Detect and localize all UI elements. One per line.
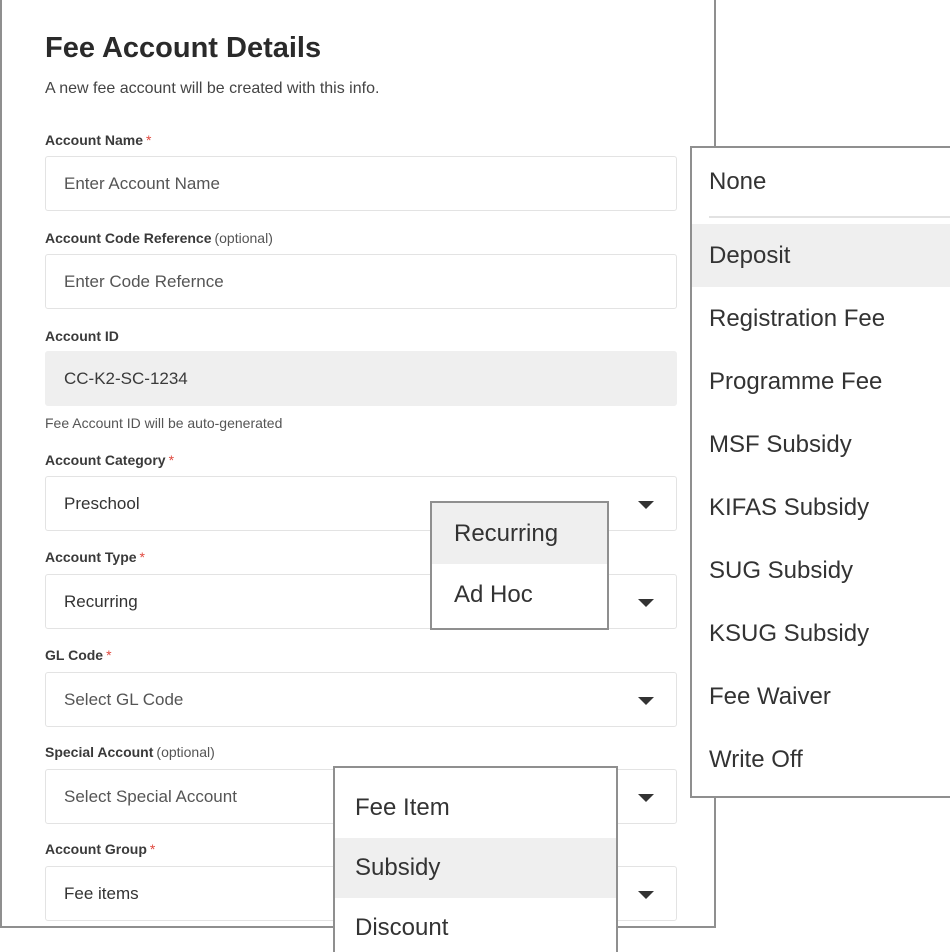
dropdown-option-subsidy[interactable]: Subsidy [335,838,616,898]
chevron-down-icon [638,697,654,705]
chevron-down-icon [638,599,654,607]
special-account-label-text: Special Account [45,744,154,760]
account-group-label [45,841,155,857]
page-subtitle: A new fee account will be created with this info. [45,80,380,97]
dropdown-option-ksug-subsidy[interactable]: KSUG Subsidy [709,620,870,647]
required-mark: * [168,452,175,468]
optional-tag: (optional) [156,744,215,760]
dropdown-option-fee-waiver[interactable]: Fee Waiver [709,683,831,710]
gl-code-select[interactable] [45,672,677,727]
dropdown-option-deposit[interactable]: Deposit [692,224,950,287]
dropdown-option-none[interactable]: None [709,168,767,195]
account-category-label [45,452,174,468]
optional-tag: (optional) [214,230,273,246]
gl-code-label [45,647,112,663]
special-account-placeholder: Select Special Account [64,787,237,806]
special-account-label [45,744,215,760]
gl-code-label-text: GL Code [45,647,104,663]
account-id-helper: Fee Account ID will be auto-generated [45,415,283,431]
account-type-label [45,549,145,565]
special-account-dropdown [690,146,950,798]
required-mark: * [106,647,112,663]
code-reference-placeholder: Enter Code Refernce [64,272,224,291]
account-name-placeholder: Enter Account Name [64,174,220,193]
chevron-down-icon [638,794,654,802]
account-id-field [45,351,677,406]
dropdown-option-write-off[interactable]: Write Off [709,746,803,773]
account-id-label-text: Account ID [45,328,119,344]
dropdown-option-programme-fee[interactable]: Programme Fee [709,368,883,395]
dropdown-option-sug-subsidy[interactable]: SUG Subsidy [709,557,854,584]
required-mark: * [149,841,156,857]
account-type-value: Recurring [64,592,138,611]
code-reference-input[interactable] [45,254,677,309]
account-id-label [45,328,119,344]
chevron-down-icon [638,891,654,899]
dropdown-divider [709,216,950,218]
code-reference-label [45,230,273,246]
account-group-value: Fee items [64,884,139,903]
dropdown-option-msf-subsidy[interactable]: MSF Subsidy [709,431,852,458]
account-group-label-text: Account Group [45,841,147,857]
account-type-label-text: Account Type [45,549,137,565]
account-id-value: CC-K2-SC-1234 [64,369,188,388]
dropdown-option-ad-hoc[interactable]: Ad Hoc [454,581,533,608]
dropdown-option-registration-fee[interactable]: Registration Fee [709,305,886,332]
account-name-label-text: Account Name [45,132,144,148]
dropdown-option-recurring[interactable]: Recurring [432,503,607,564]
dropdown-option-discount[interactable]: Discount [355,914,449,941]
required-mark: * [146,132,152,148]
account-type-dropdown [430,501,609,630]
account-category-label-text: Account Category [45,452,166,468]
dropdown-option-kifas-subsidy[interactable]: KIFAS Subsidy [709,494,870,521]
chevron-down-icon [638,501,654,509]
page-title: Fee Account Details [45,32,322,64]
account-name-label [45,132,151,148]
account-group-dropdown [333,766,618,952]
dropdown-option-fee-item[interactable]: Fee Item [355,794,450,821]
required-mark: * [139,549,145,565]
code-reference-label-text: Account Code Reference [45,230,212,246]
account-name-input[interactable] [45,156,677,211]
account-category-value: Preschool [64,494,140,513]
gl-code-placeholder: Select GL Code [64,690,184,709]
